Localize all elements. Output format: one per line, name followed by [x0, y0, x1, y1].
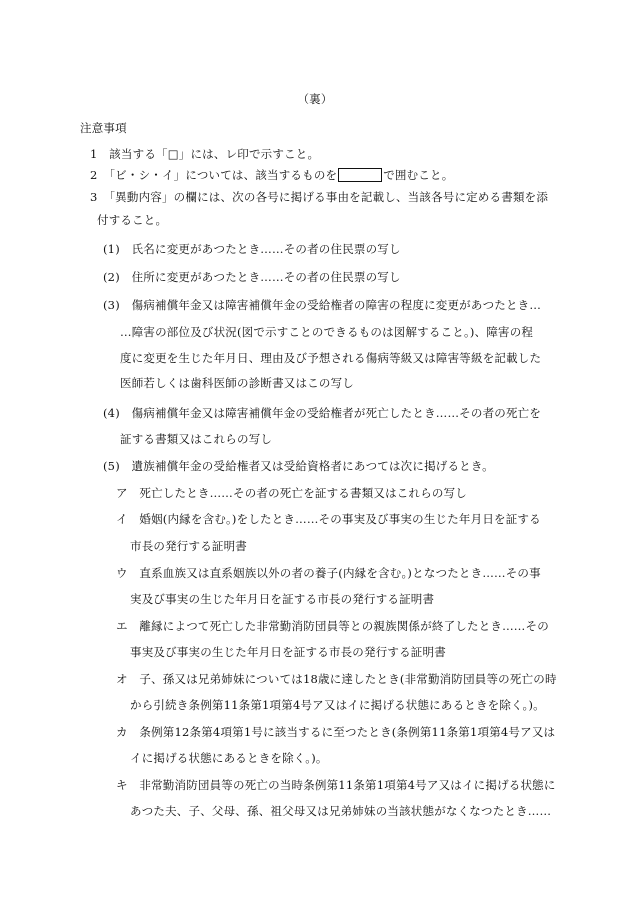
sub-item-5-ka-line1: カ 条例第12条第4項第1号に該当するに至つたとき(条例第11条第1項第4号ア又は [116, 725, 556, 739]
sub-item-3-line3: 度に変更を生じた年月日、理由及び予想される傷病等級又は障害等級を記載した [120, 351, 542, 365]
sub-item-3-line1: (3) 傷病補償年金又は障害補償年金の受給権者の障害の程度に変更があつたとき… [103, 298, 542, 312]
sub-item-5-a: ア 死亡したとき……その者の死亡を証する書類又はこれらの写し [116, 486, 467, 500]
sub-item-4-line1: (4) 傷病補償年金又は障害補償年金の受給権者が死亡したとき……その者の死亡を [103, 406, 542, 420]
sub-item-5-e-line1: エ 離縁によつて死亡した非常勤消防団員等との親族関係が終了したとき……その [116, 619, 549, 633]
inline-box-mark [338, 168, 382, 182]
sub-item-4-line2: 証する書類又はこれらの写し [120, 432, 273, 446]
note-item-1: 1 該当する「□」には、レ印で示すこと。 [90, 147, 320, 161]
sub-item-5-u-line2: 実及び事実の生じた年月日を証する市長の発行する証明書 [130, 592, 435, 606]
sub-item-1: (1) 氏名に変更があつたとき……その者の住民票の写し [103, 242, 401, 256]
sub-item-5-o-line1: オ 子、孫又は兄弟姉妹については18歳に達したとき(非常勤消防団員等の死亡の時 [116, 672, 557, 686]
sub-item-5-u-line1: ウ 直系血族又は直系姻族以外の者の養子(内縁を含む。)となつたとき……その事 [116, 566, 541, 580]
sub-item-5-o-line2: から引続き条例第11条第1項第4号ア又はイに掲げる状態にあるときを除く。)。 [130, 698, 545, 712]
sub-item-5-ki-line2: あつた夫、子、父母、孫、祖父母又は兄弟姉妹の当該状態がなくなつたとき…… [130, 804, 552, 818]
section-heading: 注意事項 [80, 121, 127, 135]
sub-item-5-e-line2: 事実及び事実の生じた年月日を証する市長の発行する証明書 [130, 645, 446, 659]
note-item-2-after: で囲むこと。 [383, 168, 454, 182]
note-item-2 [90, 168, 453, 182]
note-item-3-line1: 3 「異動内容」の欄には、次の各号に掲げる事由を記載し、当該各号に定める書類を添 [90, 190, 549, 204]
sub-item-5-i-line1: イ 婚姻(内縁を含む。)をしたとき……その事実及び事実の生じた年月日を証する [116, 512, 541, 526]
sub-item-5-i-line2: 市長の発行する証明書 [130, 539, 247, 553]
sub-item-2: (2) 住所に変更があつたとき……その者の住民票の写し [103, 270, 401, 284]
sub-item-3-line4: 医師若しくは歯科医師の診断書又はこの写し [120, 376, 354, 390]
note-item-2-before: 2 「ビ・シ・イ」については、該当するものを [90, 168, 338, 182]
page-title: （裏） [297, 92, 333, 106]
note-item-3-line2: 付すること。 [97, 213, 168, 227]
sub-item-5-ka-line2: イに掲げる状態にあるときを除く。)。 [130, 751, 328, 765]
sub-item-5: (5) 遺族補償年金の受給権者又は受給資格者にあつては次に掲げるとき。 [103, 459, 494, 473]
sub-item-5-ki-line1: キ 非常勤消防団員等の死亡の当時条例第11条第1項第4号ア又はイに掲げる状態に [116, 778, 556, 792]
sub-item-3-line2: …障害の部位及び状況(図で示すことのできるものは図解すること。)、障害の程 [120, 325, 534, 339]
